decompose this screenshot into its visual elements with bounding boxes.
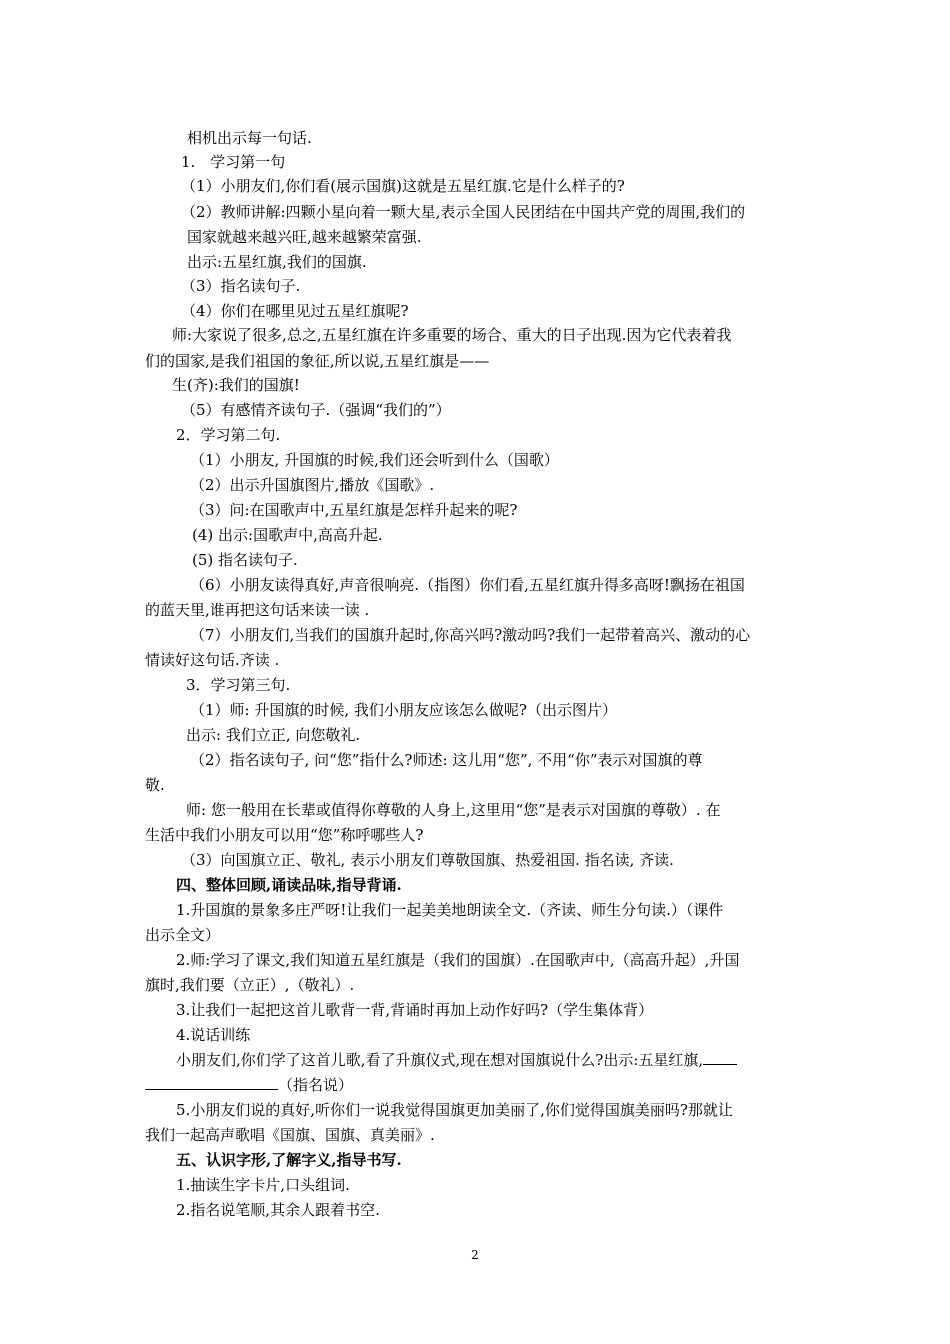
text-line: 国家就越来越兴旺,越来越繁荣富强. xyxy=(187,228,422,246)
text-line: （2）出示升国旗图片,播放《国歌》. xyxy=(190,476,435,494)
section-heading: 2．学习第二句. xyxy=(176,426,281,444)
text-line: 的蓝天里,谁再把这句话来读一读 . xyxy=(145,601,370,619)
text-line: （3）问:在国歌声中,五星红旗是怎样升起来的呢? xyxy=(190,501,518,519)
text-line: 情读好这句话.齐读 . xyxy=(145,651,280,669)
text-line xyxy=(145,1073,353,1097)
text-line xyxy=(176,1048,737,1072)
text-run: 小朋友们,你们学了这首儿歌,看了升旗仪式,现在想对国旗说什么?出示:五星红旗, xyxy=(176,1051,704,1069)
text-line: 师:大家说了很多,总之,五星红旗在许多重要的场合、重大的日子出现.因为它代表着我 xyxy=(172,326,732,344)
text-line: 生(齐):我们的国旗! xyxy=(172,376,300,394)
text-line: （2）指名读句子, 问“您”指什么?师述: 这儿用“您”, 不用“你”表示对国旗的尊 xyxy=(190,751,703,769)
text-line: 2.师:学习了课文,我们知道五星红旗是（我们的国旗）.在国歌声中,（高高升起）,升国 xyxy=(176,951,740,969)
text-line: 5.小朋友们说的真好,听你们一说我觉得国旗更加美丽了,你们觉得国旗美丽吗?那就让 xyxy=(176,1101,733,1119)
text-line: （5）有感情齐读句子.（强调“我们的”） xyxy=(181,401,451,419)
section-heading: 五、认识字形,了解字义,指导书写. xyxy=(176,1151,402,1169)
text-line: （2）教师讲解:四颗小星向着一颗大星,表示全国人民团结在中国共产党的周围,我们的 xyxy=(181,203,746,221)
text-line: 2.指名说笔顺,其余人跟着书空. xyxy=(176,1201,380,1219)
text-line: （3）指名读句子. xyxy=(181,277,301,295)
text-line: (5) 指名读句子. xyxy=(192,551,298,569)
text-line: 敬. xyxy=(145,776,165,794)
text-line: 4.说话训练 xyxy=(176,1026,251,1044)
text-line: （1）小朋友们,你们看(展示国旗)这就是五星红旗.它是什么样子的? xyxy=(181,177,625,195)
section-heading: 3．学习第三句. xyxy=(186,676,291,694)
text-line: 师: 您一般用在长辈或值得你尊敬的人身上,这里用“您”是表示对国旗的尊敬）. 在 xyxy=(186,801,721,819)
text-line: （4）你们在哪里见过五星红旗呢? xyxy=(181,302,409,320)
text-line: 出示全文） xyxy=(145,926,221,944)
page-number: 2 xyxy=(471,1248,479,1262)
text-run: （指名说） xyxy=(278,1076,354,1094)
text-line: 生活中我们小朋友可以用“您”称呼哪些人? xyxy=(145,826,424,844)
text-line: （1）师: 升国旗的时候, 我们小朋友应该怎么做呢?（出示图片） xyxy=(190,701,617,719)
text-line: (4) 出示:国歌声中,高高升起. xyxy=(192,526,383,544)
text-line: （6）小朋友读得真好,声音很响亮.（指图）你们看,五星红旗升得多高呀!飘扬在祖国 xyxy=(190,576,745,594)
text-line: 我们一起高声歌唱《国旗、国旗、真美丽》. xyxy=(145,1126,435,1144)
text-line: 出示:五星红旗,我们的国旗. xyxy=(187,253,367,271)
text-line: （3）向国旗立正、敬礼, 表示小朋友们尊敬国旗、热爱祖国. 指名读, 齐读. xyxy=(181,851,674,869)
fill-blank xyxy=(145,1073,278,1090)
text-line: 1.升国旗的景象多庄严呀!让我们一起美美地朗读全文.（齐读、师生分句读.）（课件 xyxy=(176,901,724,919)
fill-blank xyxy=(703,1048,737,1065)
text-line: （1）小朋友, 升国旗的时候,我们还会听到什么（国歌） xyxy=(190,451,559,469)
text-line: 们的国家,是我们祖国的象征,所以说,五星红旗是—— xyxy=(145,352,490,370)
text-line: 相机出示每一句话. xyxy=(187,129,312,147)
text-line: 出示: 我们立正, 向您敬礼. xyxy=(186,726,361,744)
section-heading: 四、整体回顾,诵读品味,指导背诵. xyxy=(176,876,402,894)
text-line: 旗时,我们要（立正）,（敬礼）. xyxy=(145,976,355,994)
section-heading: 1. 学习第一句 xyxy=(181,153,286,171)
text-line: 3.让我们一起把这首儿歌背一背,背诵时再加上动作好吗?（学生集体背） xyxy=(176,1001,654,1019)
text-line: （7）小朋友们,当我们的国旗升起时,你高兴吗?激动吗?我们一起带着高兴、激动的心 xyxy=(190,626,751,644)
text-line: 1.抽读生字卡片,口头组词. xyxy=(176,1176,350,1194)
